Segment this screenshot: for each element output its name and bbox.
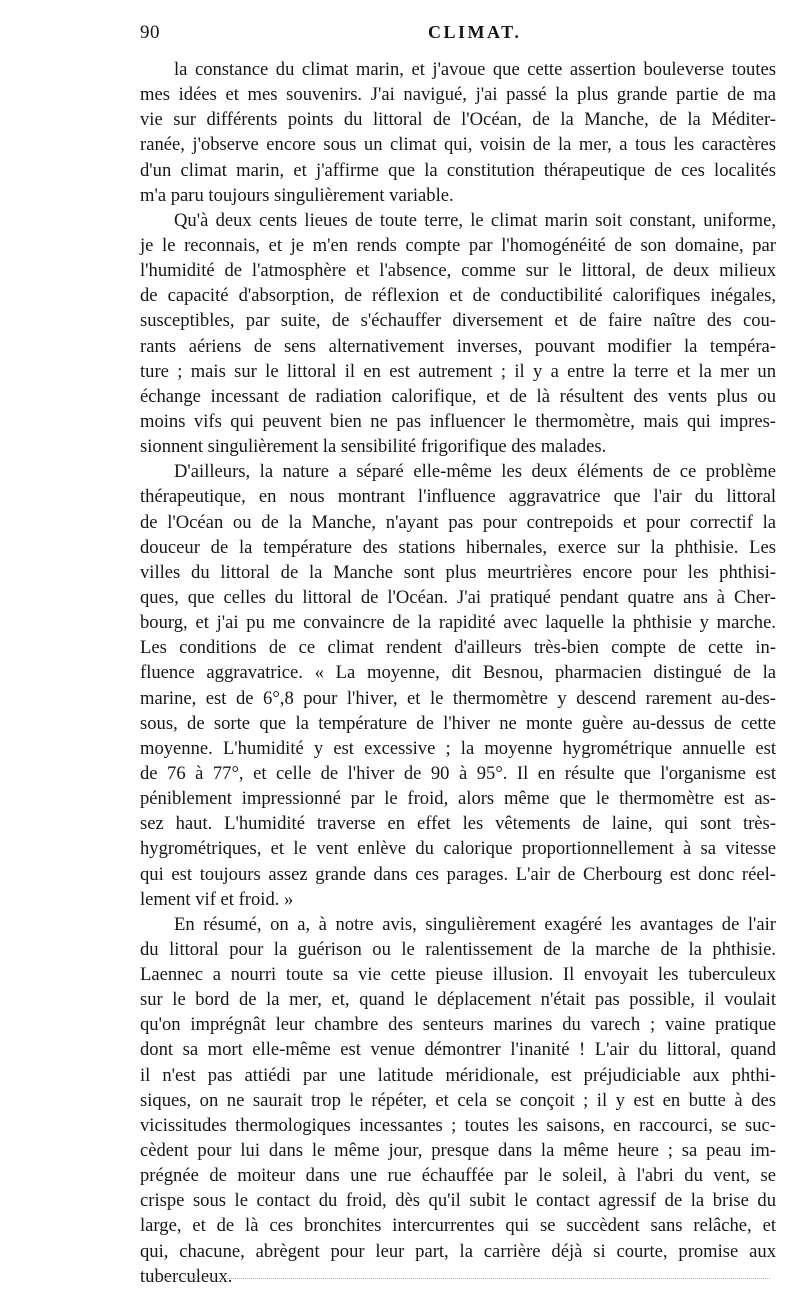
text-line: villes du littoral de la Manche sont plus meurtrières encore pour les phthisi-: [140, 561, 776, 583]
text-line: il n'est pas attiédi par une latitude méridionale, est préjudiciable aux phthi-: [140, 1064, 776, 1086]
paragraph: [140, 912, 776, 1289]
text-line: rants aériens de sens alternativement inverses, pouvant modifier la tempéra-: [140, 335, 776, 357]
text-line: sous, de sorte que la température de l'hiver ne monte guère au-dessus de cette: [140, 712, 776, 734]
paragraph: [140, 459, 776, 912]
text-line: sez haut. L'humidité traverse en effet les vêtements de laine, qui sont très-: [140, 813, 776, 835]
paragraph: [140, 208, 776, 459]
paragraph: [140, 57, 776, 208]
page-number: 90: [140, 22, 160, 43]
text-line: prégnée de moiteur dans une rue échauffée par le soleil, à l'abri du vent, se: [140, 1165, 776, 1187]
text-line: douceur de la température des stations hibernales, exerce sur la phthisie. Les: [140, 536, 776, 558]
text-line: En résumé, on a, à notre avis, singulièrement exagéré les avantages de l'air: [174, 913, 776, 935]
text-line: dont sa mort elle-même est venue démontrer l'inanité ! L'air du littoral, quand: [140, 1039, 776, 1061]
text-line: l'humidité de l'atmosphère et l'absence, comme sur le littoral, de deux milieux: [140, 260, 776, 282]
text-line: ques, que celles du littoral de l'Océan. J'ai pratiqué pendant quatre ans à Cher-: [140, 586, 776, 608]
text-line: D'ailleurs, la nature a séparé elle-même les deux éléments de ce problème: [174, 461, 776, 483]
body-text: [140, 57, 776, 1289]
text-line: tuberculeux.: [140, 1265, 233, 1287]
text-line: crispe sous le contact du froid, dès qu'il subit le contact agressif de la brise du: [140, 1190, 776, 1212]
text-line: qui, chacune, abrègent pour leur part, la carrière déjà si courte, promise aux: [140, 1240, 776, 1262]
text-line: du littoral pour la guérison ou le ralentissement de la marche de la phthisie.: [140, 938, 776, 960]
text-line: large, et de là ces bronchites intercurrentes qui se succèdent sans relâche, et: [140, 1215, 776, 1237]
text-line: de 76 à 77°, et celle de l'hiver de 90 à 95°. Il en résulte que l'organisme est: [140, 762, 776, 784]
text-line: susceptibles, par suite, de s'échauffer diversement et de faire naître des cou-: [140, 310, 776, 332]
text-line: marine, est de 6°,8 pour l'hiver, et le thermomètre y descend rarement au-des-: [140, 687, 776, 709]
running-head: [140, 18, 780, 48]
text-line: lement vif et froid. »: [140, 888, 294, 910]
text-line: qu'on imprégnât leur chambre des senteurs marines du varech ; vaine pratique: [140, 1014, 776, 1036]
text-line: bourg, et j'ai pu me convaincre de la rapidité avec laquelle la phthisie y marche.: [140, 612, 776, 634]
text-line: cèdent pour lui dans le même jour, presque dans la même heure ; sa peau im-: [140, 1140, 776, 1162]
text-line: thérapeutique, en nous montrant l'influence aggravatrice que l'air du littoral: [140, 486, 776, 508]
text-line: ture ; mais sur le littoral il en est autrement ; il y a entre la terre et la mer un: [140, 360, 776, 382]
text-line: sionnent singulièrement la sensibilité frigorifique des malades.: [140, 436, 607, 458]
text-line: fluence aggravatrice. « La moyenne, dit Besnou, pharmacien distingué de la: [140, 662, 776, 684]
text-line: moyenne. L'humidité y est excessive ; la moyenne hygrométrique annuelle est: [140, 737, 776, 759]
text-line: hygrométriques, et le vent enlève du calorique proportionnellement à sa vitesse: [140, 838, 776, 860]
text-line: Qu'à deux cents lieues de toute terre, le climat marin soit constant, uniforme,: [174, 209, 776, 231]
text-line: de l'Océan ou de la Manche, n'ayant pas pour contrepoids et pour correctif la: [140, 511, 776, 533]
chapter-title: CLIMAT.: [428, 22, 522, 42]
text-line: péniblement impressionné par le froid, alors même que le thermomètre est as-: [140, 788, 776, 810]
text-line: qui est toujours assez grande dans ces parages. L'air de Cherbourg est donc réel-: [140, 863, 776, 885]
text-line: Les conditions de ce climat rendent d'ailleurs très-bien compte de cette in-: [140, 637, 776, 659]
text-line: vie sur différents points du littoral de l'Océan, de la Manche, de la Méditer-: [140, 109, 776, 131]
text-line: de capacité d'absorption, de réflexion et de conductibilité calorifiques inégales,: [140, 285, 776, 307]
footer-rule: [150, 1278, 770, 1280]
text-line: la constance du climat marin, et j'avoue que cette assertion bouleverse toutes: [174, 59, 776, 80]
text-line: sur le bord de la mer, et, quand le déplacement n'était pas possible, il voulait: [140, 989, 776, 1011]
text-line: je le reconnais, et je m'en rends compte par l'homogénéité de son domaine, par: [140, 234, 776, 256]
text-line: mes idées et mes souvenirs. J'ai navigué, j'ai passé la plus grande partie de ma: [140, 84, 776, 106]
text-line: d'un climat marin, et j'affirme que la constitution thérapeutique de ces localités: [140, 159, 776, 181]
text-line: échange incessant de radiation calorifique, et de là résultent des vents plus ou: [140, 385, 776, 407]
text-line: siques, on ne saurait trop le répéter, et cela se conçoit ; il y est en butte à des: [140, 1089, 776, 1111]
text-line: ranée, j'observe encore sous un climat qui, voisin de la mer, a tous les caractères: [140, 134, 776, 156]
text-line: vicissitudes thermologiques incessantes ; toutes les saisons, en raccourci, se suc-: [140, 1114, 776, 1136]
text-line: moins vifs qui peuvent bien ne pas influencer le thermomètre, mais qui impres-: [140, 410, 776, 432]
text-line: m'a paru toujours singulièrement variable.: [140, 184, 454, 206]
text-line: Laennec a nourri toute sa vie cette pieuse illusion. Il envoyait les tuberculeux: [140, 964, 776, 986]
